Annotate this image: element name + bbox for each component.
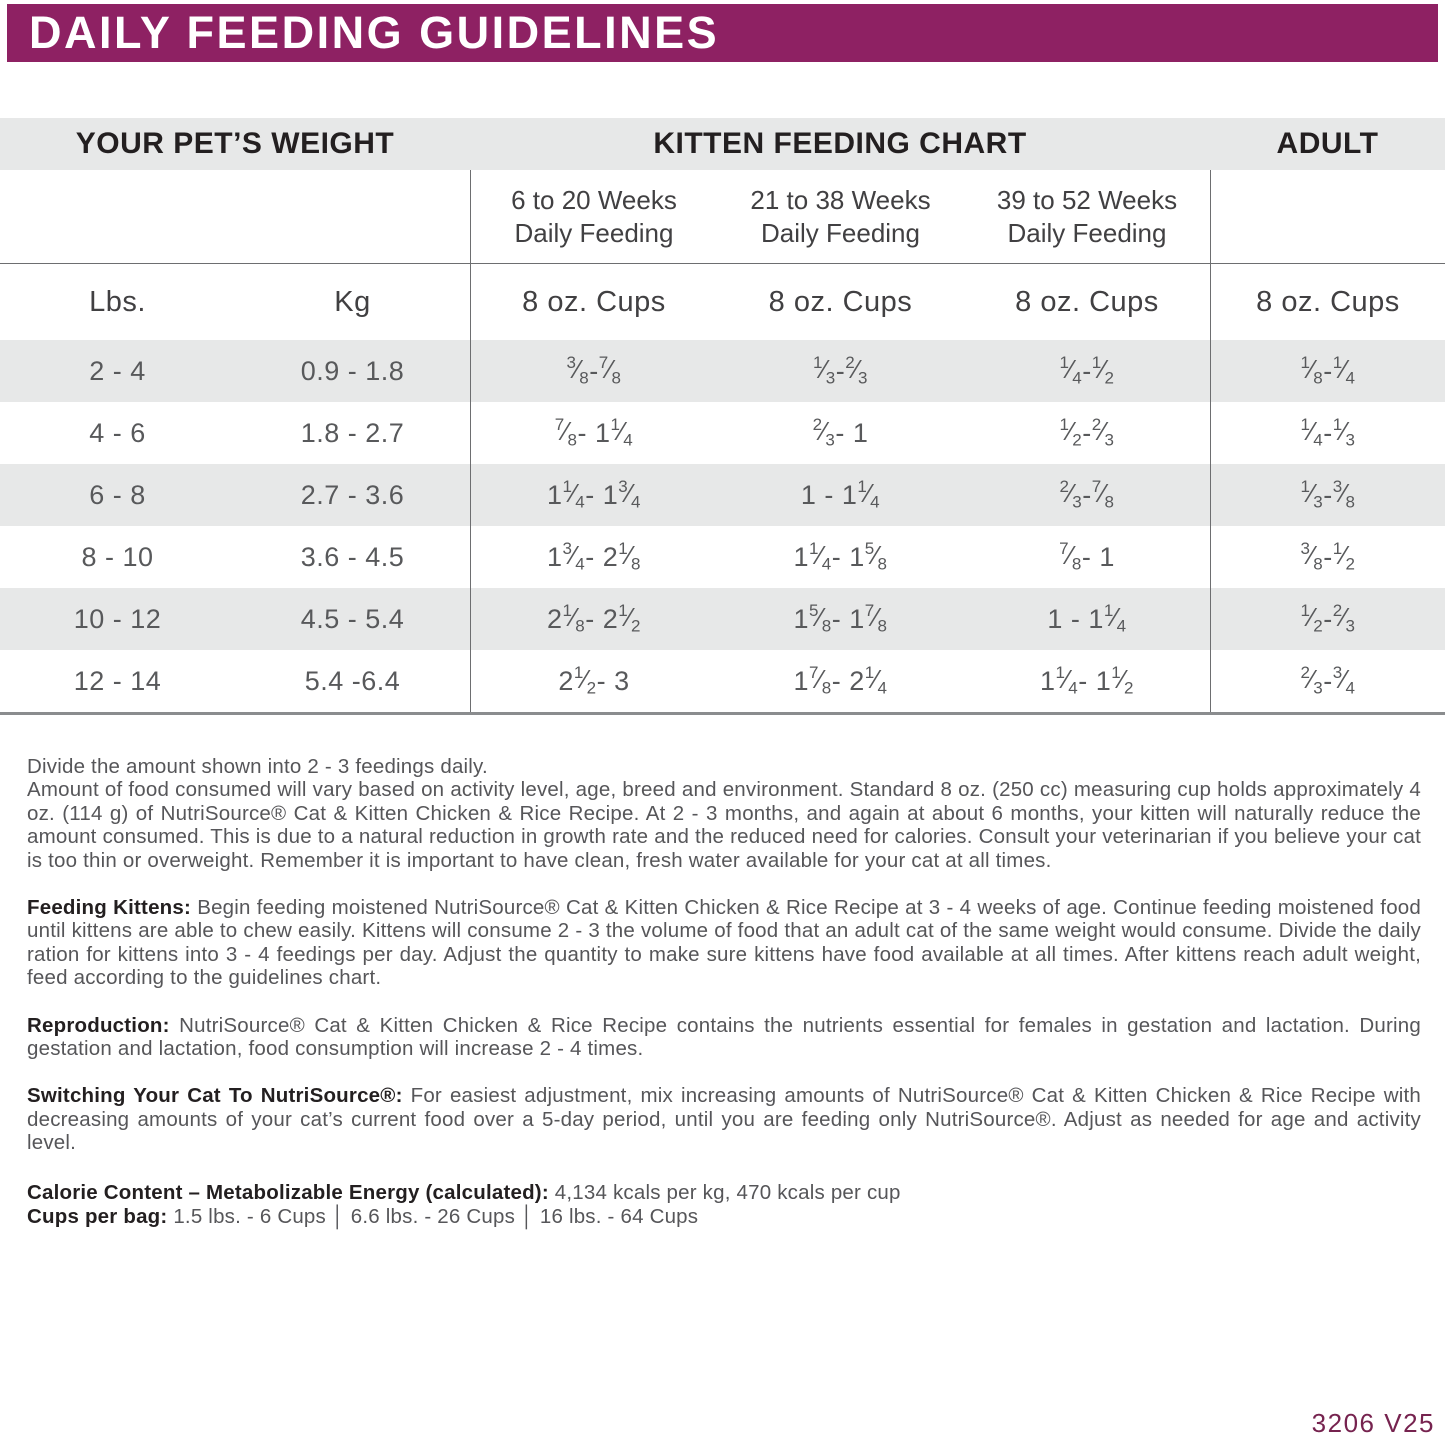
unit-header-kg: Kg: [334, 285, 371, 318]
weight-lbs: 10 - 12: [73, 603, 162, 634]
feeding-kittens-text: Begin feeding moistened NutriSource® Cat & Kitten Chicken & Rice Recipe at 3 - 4 weeks of age. Continue feeding moistened food until kittens are able to chew easily. Kittens will consume 2 - 3 the volume of food that an adult cat of the same weight would consume. Divide the daily ration for kittens into 3 - 4 feedings per day. Adjust the quantity to make sure kittens have food available at all times. After kittens reach adult weight, feed according to the guidelines chart.: [27, 896, 1421, 990]
table-age-header-row: [0, 170, 1445, 264]
weight-lbs: 4 - 6: [89, 417, 146, 448]
adult-cups: $^3⁄_8$ - $^1⁄_2$: [1210, 526, 1445, 588]
unit-header-lbs: Lbs.: [89, 285, 146, 318]
note-amount-paragraph: Amount of food consumed will vary based on activity level, age, breed and environment. Standard 8 oz. (250 cc) measuring cup holds approximately 4 oz. (114 g) of NutriSource® Cat & Kitten Chicken & Rice Recipe. At 2 - 3 months, and again at about 6 months, your kitten will naturally reduce the amount consumed. This is due to a natural reduction in growth rate and the reduced need for calories. Consult your veterinarian if you believe your cat is too thin or overweight. Remember it is important to have clean, fresh water available for your cat at all times.: [27, 778, 1421, 872]
age-header-adult-spacer: [1210, 170, 1445, 263]
daily-feeding-label: Daily Feeding: [761, 217, 920, 248]
calorie-line: [27, 1181, 1421, 1206]
section-header-adult: ADULT: [1276, 127, 1379, 160]
kitten-21-38-cups: 1 $^1⁄_4$ - 1 $^5⁄_8$: [793, 539, 888, 574]
adult-cups: $^2⁄_3$ - $^3⁄_4$: [1210, 650, 1445, 712]
kitten-6-20-cups: 2 $^1⁄_8$ - 2 $^1⁄_2$: [470, 588, 717, 650]
table-row: [0, 402, 1445, 464]
adult-cups: $^1⁄_4$ - $^1⁄_3$: [1210, 402, 1445, 464]
kitten-39-52-cups: $^1⁄_2$ - $^2⁄_3$: [1059, 415, 1115, 450]
unit-header-cups: 8 oz. Cups: [1210, 264, 1445, 340]
calorie-label: Calorie Content – Metabolizable Energy (calculated):: [27, 1180, 549, 1204]
notes-section: [27, 755, 1421, 1230]
switching-text: For easiest adjustment, mix increasing amounts of NutriSource® Cat & Kitten Chicken & Rice Recipe with decreasing amounts of your cat’s current food over a 5-day period, until you are feeding only NutriSource®. Adjust as needed for age and activity level.: [27, 1084, 1421, 1155]
reproduction-label: Reproduction:: [27, 1013, 170, 1037]
section-header-weight: YOUR PET’S WEIGHT: [75, 127, 395, 160]
section-header-kitten: KITTEN FEEDING CHART: [653, 127, 1027, 160]
daily-feeding-label: Daily Feeding: [1007, 217, 1167, 248]
switching-paragraph: [27, 1084, 1421, 1154]
kitten-21-38-cups: 1 $^5⁄_8$ - 1 $^7⁄_8$: [793, 601, 888, 636]
age-header-39-52: [964, 170, 1210, 263]
table-row: [0, 650, 1445, 712]
adult-cups: $^1⁄_2$ - $^2⁄_3$: [1210, 588, 1445, 650]
feeding-kittens-label: Feeding Kittens:: [27, 896, 192, 920]
age-header-6-20: [470, 170, 717, 263]
kitten-39-52-cups: $^2⁄_3$ - $^7⁄_8$: [1059, 477, 1115, 512]
age-range-label: 39 to 52 Weeks: [996, 184, 1178, 215]
feeding-table: [0, 118, 1445, 715]
kitten-6-20-cups: 1 $^3⁄_4$ - 2 $^1⁄_8$: [470, 526, 717, 588]
age-range-label: 21 to 38 Weeks: [750, 184, 931, 215]
reproduction-text: NutriSource® Cat & Kitten Chicken & Rice Recipe contains the nutrients essential for females in gestation and lactation. During gestation and lactation, food consumption will increase 2 - 4 times.: [27, 1013, 1421, 1061]
age-header-21-38: [717, 170, 964, 263]
age-header-spacer: [0, 170, 470, 263]
page-title: DAILY FEEDING GUIDELINES: [29, 7, 720, 58]
version-code: 3206 V25: [1311, 1408, 1435, 1438]
weight-lbs: 12 - 14: [73, 665, 162, 696]
weight-kg: 4.5 - 5.4: [300, 603, 405, 634]
kitten-39-52-cups: 1 - 1 $^1⁄_4$: [1047, 601, 1127, 636]
table-row: [0, 464, 1445, 526]
table-bottom-rule: [0, 712, 1445, 715]
table-row: [0, 526, 1445, 588]
weight-kg: 0.9 - 1.8: [300, 355, 405, 386]
kitten-6-20-cups: 1 $^1⁄_4$ - 1 $^3⁄_4$: [470, 464, 717, 526]
kitten-21-38-cups: 1 $^7⁄_8$ - 2 $^1⁄_4$: [793, 663, 888, 698]
table-row: [0, 588, 1445, 650]
weight-lbs: 8 - 10: [81, 541, 154, 572]
switching-label: Switching Your Cat To NutriSource®:: [27, 1084, 403, 1108]
calorie-value: 4,134 kcals per kg, 470 kcals per cup: [548, 1180, 901, 1204]
unit-header-cups: 8 oz. Cups: [1015, 285, 1159, 318]
kitten-21-38-cups: $^2⁄_3$ - 1: [812, 415, 869, 450]
cups-per-bag-label: Cups per bag:: [27, 1205, 168, 1229]
age-range-label: 6 to 20 Weeks: [511, 184, 677, 215]
unit-header-cups: 8 oz. Cups: [470, 264, 717, 340]
kitten-21-38-cups: 1 - 1 $^1⁄_4$: [800, 477, 881, 512]
kitten-6-20-cups: $^3⁄_8$ - $^7⁄_8$: [470, 340, 717, 402]
kitten-21-38-cups: $^1⁄_3$ - $^2⁄_3$: [813, 353, 868, 388]
cups-per-bag-value: 1.5 lbs. - 6 Cups │ 6.6 lbs. - 26 Cups │ 16 lbs. - 64 Cups: [167, 1205, 699, 1229]
table-section-header-row: [0, 118, 1445, 170]
adult-cups: $^1⁄_8$ - $^1⁄_4$: [1210, 340, 1445, 402]
weight-kg: 1.8 - 2.7: [300, 417, 405, 448]
weight-lbs: 6 - 8: [89, 479, 146, 510]
daily-feeding-label: Daily Feeding: [514, 217, 674, 248]
adult-cups: $^1⁄_3$ - $^3⁄_8$: [1210, 464, 1445, 526]
weight-kg: 5.4 -6.4: [304, 665, 401, 696]
weight-kg: 2.7 - 3.6: [300, 479, 405, 510]
unit-header-cups: 8 oz. Cups: [768, 285, 913, 318]
note-divide-line: Divide the amount shown into 2 - 3 feedings daily.: [27, 755, 488, 778]
kitten-39-52-cups: 1 $^1⁄_4$ - 1 $^1⁄_2$: [1039, 663, 1134, 698]
calorie-content-block: [27, 1181, 1421, 1230]
kitten-6-20-cups: 2 $^1⁄_2$ - 3: [470, 650, 717, 712]
reproduction-paragraph: [27, 1014, 1421, 1061]
cups-per-bag-line: [27, 1205, 1421, 1230]
kitten-39-52-cups: $^7⁄_8$ - 1: [1059, 539, 1115, 574]
table-units-row: [0, 264, 1445, 340]
kitten-39-52-cups: $^1⁄_4$ - $^1⁄_2$: [1059, 353, 1115, 388]
weight-kg: 3.6 - 4.5: [300, 541, 405, 572]
title-bar: [7, 4, 1438, 62]
table-row: [0, 340, 1445, 402]
kitten-6-20-cups: $^7⁄_8$ - 1 $^1⁄_4$: [470, 402, 717, 464]
weight-lbs: 2 - 4: [89, 355, 146, 386]
feeding-kittens-paragraph: [27, 896, 1421, 990]
